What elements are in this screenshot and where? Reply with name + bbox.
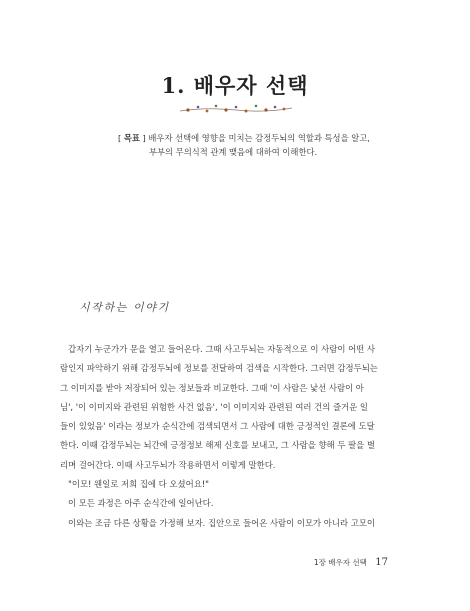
objective-text-1: 배우자 선택에 영향을 미치는 감정두뇌의 역할과 특성을 알고, — [148, 133, 370, 143]
body-line: 그 이미지를 받아 저장되어 있는 정보들과 비교한다. 그때 '이 사람은 낯선 사람이 아 — [60, 382, 364, 393]
body-line: 람인지 파악하기 위해 감정두뇌에 정보를 전달하여 검색을 시작한다. 그러면 감정두뇌는 — [60, 363, 378, 374]
footer-chapter-label: 1장 배우자 선택 — [313, 558, 367, 567]
body-line: "이모! 웬일로 저희 집에 다 오셨어요!" — [68, 479, 209, 490]
learning-objective — [118, 131, 418, 159]
body-line: 한다. 이때 감정두뇌는 뇌간에 긍정정보 해제 신호를 보내고, 그 사람을 향해 두 팔을 벌 — [60, 440, 375, 451]
body-line: 님', '이 이미지와 관련된 위험한 사건 없음', '이 이미지와 관련된 여러 건의 즐거운 일 — [60, 401, 369, 412]
objective-text-2: 부부의 무의식적 관계 맺음에 대하여 이해한다. — [149, 147, 318, 157]
section-heading: 시작하는 이야기 — [79, 301, 170, 314]
page-footer — [0, 557, 388, 568]
chapter-title: 1. 배우자 선택 — [161, 73, 309, 98]
body-text — [60, 340, 390, 533]
body-line: 갑자기 누군가가 문을 열고 들어온다. 그때 사고두뇌는 자동적으로 이 사람이 어떤 사 — [68, 344, 376, 354]
body-line: 리며 걸어간다. 이때 사고두뇌가 작용하면서 이렇게 말한다. — [60, 459, 276, 470]
body-line: 들이 있었음' 이라는 정보가 순식간에 검색되면서 그 사람에 대한 긍정적인 결론에 도달 — [60, 421, 375, 432]
objective-line-1: [ 목표 ] 배우자 선택에 영향을 미치는 감정두뇌의 역할과 특성을 알고, — [118, 133, 370, 143]
page-number: 17 — [375, 557, 388, 568]
objective-label: 목표 — [123, 133, 140, 143]
floral-ornament-icon — [176, 98, 296, 118]
body-line: 이와는 조금 다른 상황을 가정해 보자. 집안으로 들어온 사람이 이모가 아니라 고모이 — [68, 517, 376, 528]
body-line: 이 모든 과정은 아주 순식간에 일어난다. — [68, 498, 214, 509]
